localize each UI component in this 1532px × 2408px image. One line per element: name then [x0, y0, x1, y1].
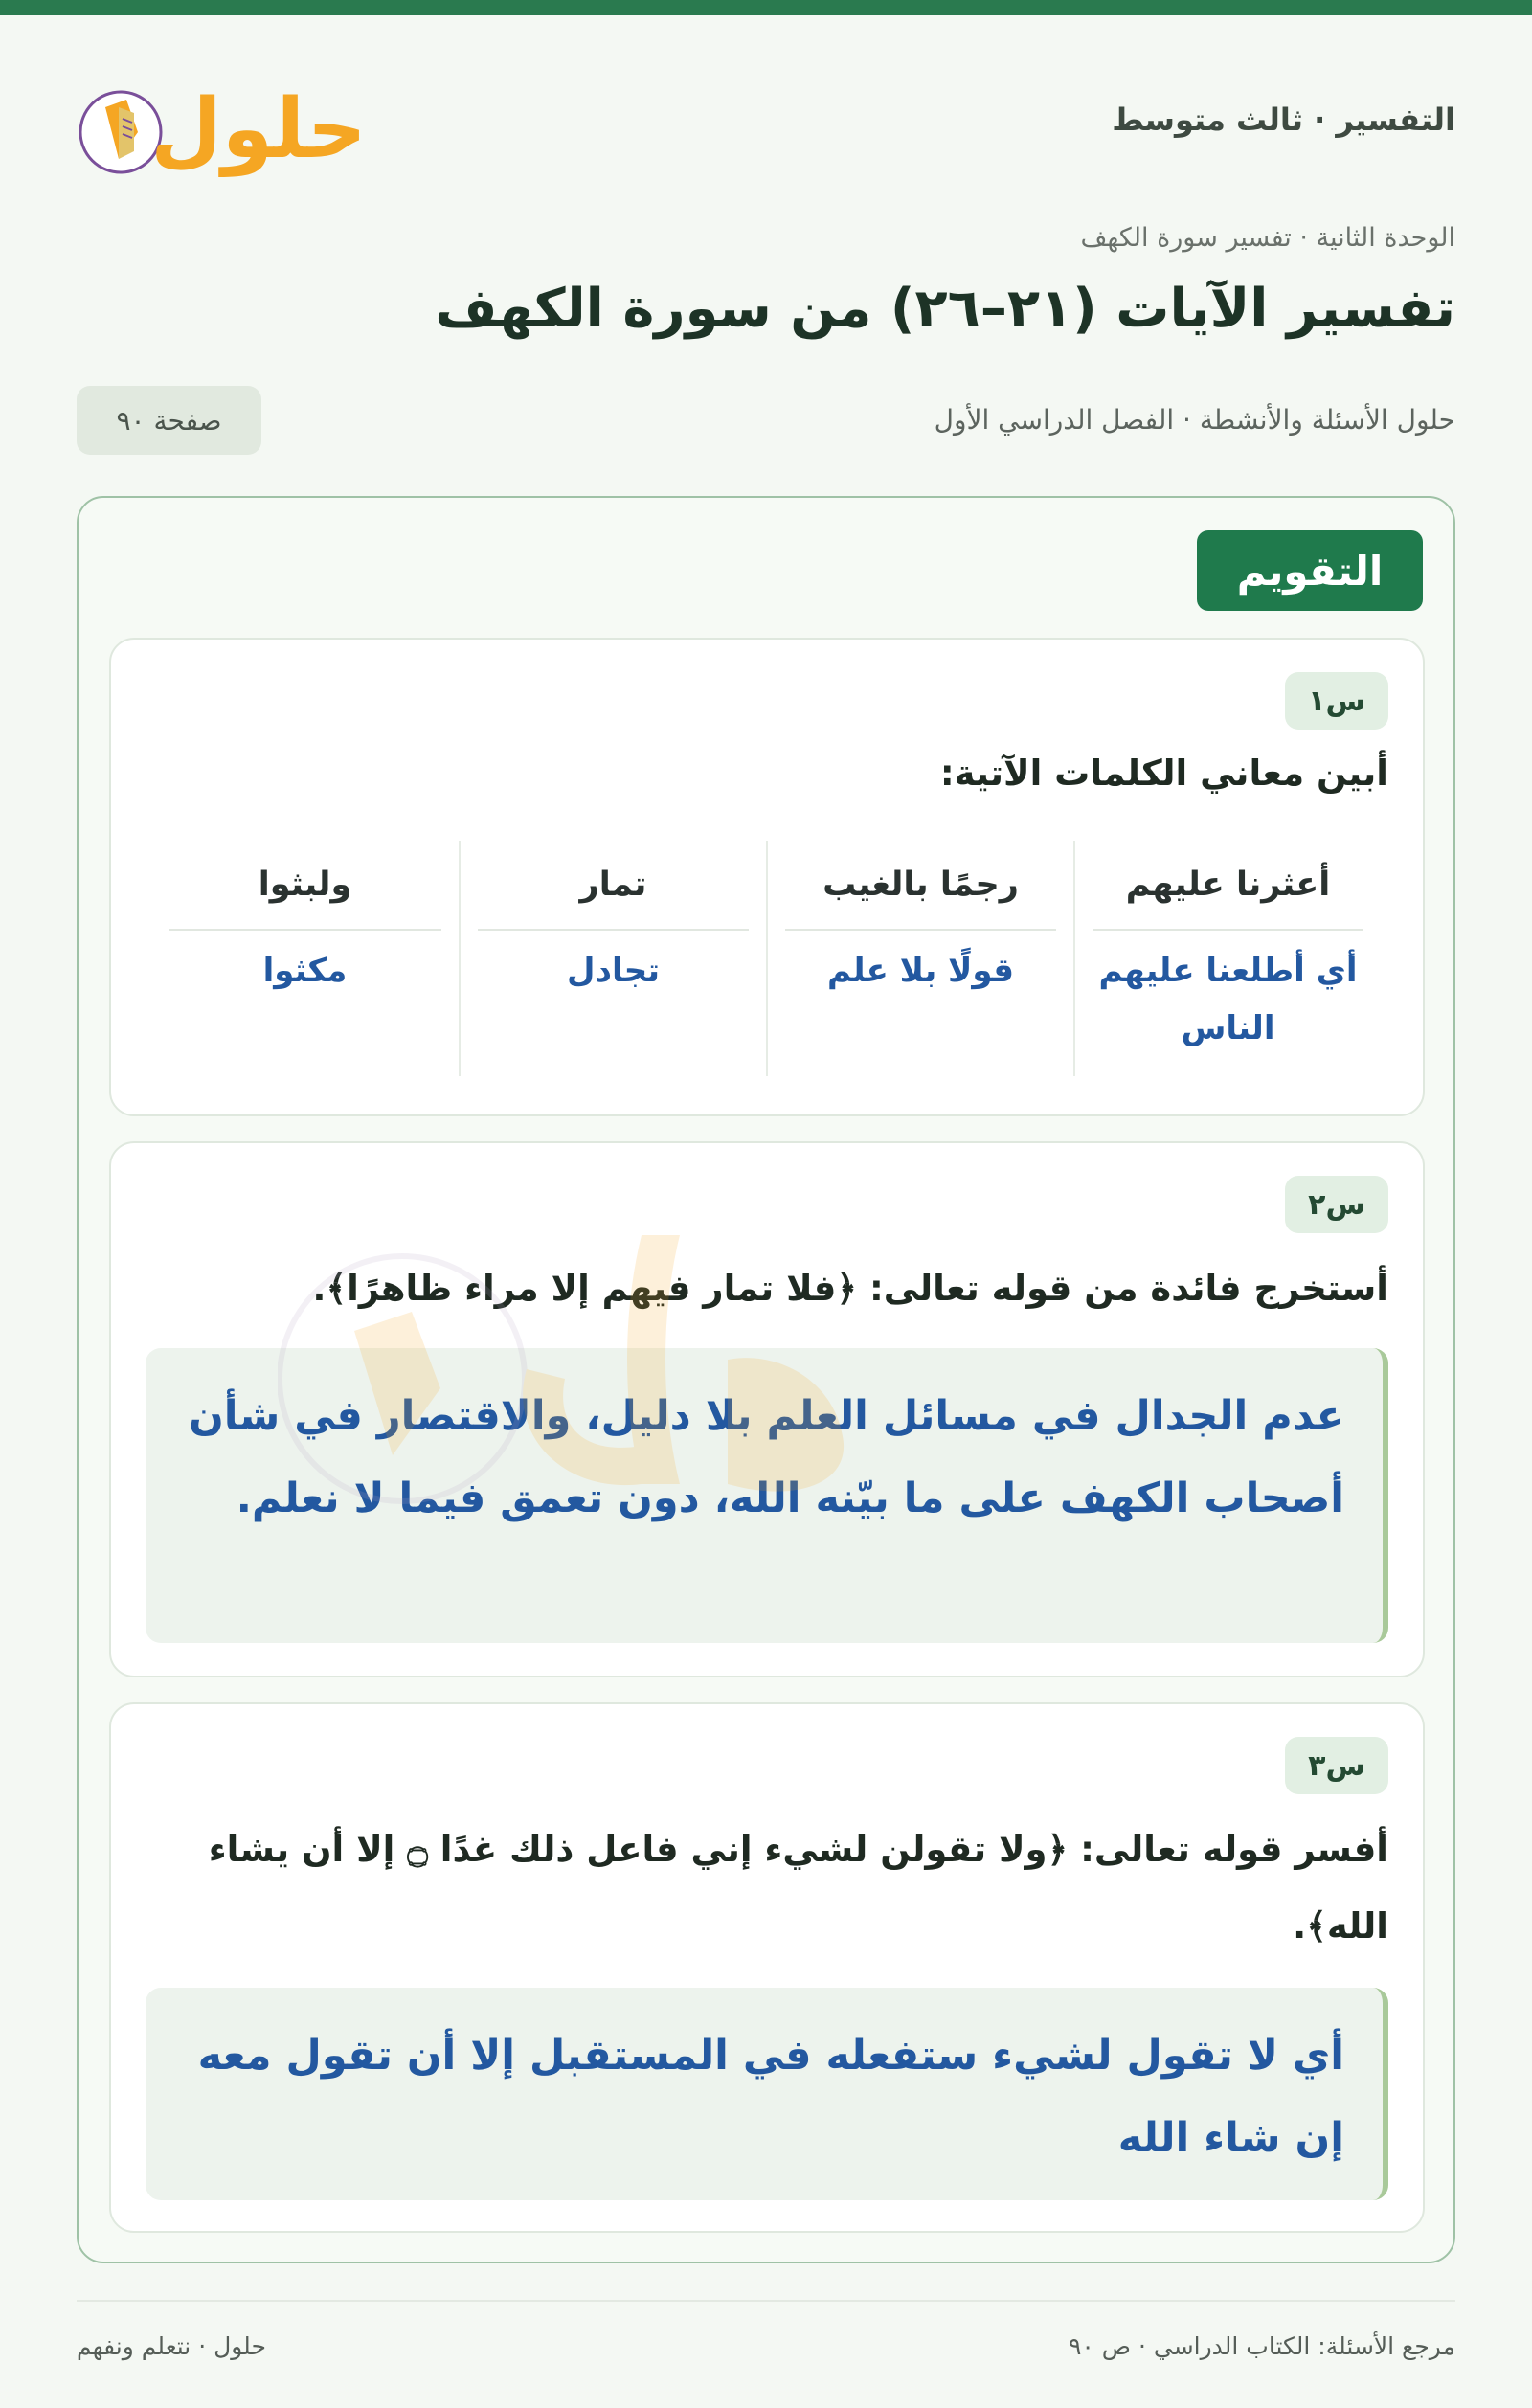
footer-reference: مرجع الأسئلة: الكتاب الدراسي · ص ٩٠	[1068, 2332, 1455, 2360]
answer-box: عدم الجدال في مسائل العلم بلا دليل، والاقتصار في شأن أصحاب الكهف على ما بيّنه الله، دون تعمق فيما لا نعلم.	[146, 1348, 1388, 1643]
question-prompt: أفسر قوله تعالى: ﴿ولا تقولن لشيء إني فاعل ذلك غدًا ۝ إلا أن يشاء الله﴾.	[208, 1829, 1388, 1947]
vocab-word: أعثرنا عليهم	[1093, 841, 1363, 931]
section-label: التقويم	[1197, 530, 1423, 611]
breadcrumb: الوحدة الثانية · تفسير سورة الكهف	[1080, 223, 1455, 253]
vocab-column	[766, 841, 1073, 1076]
page-title: تفسير الآيات (٢١–٢٦) من سورة الكهف	[435, 278, 1455, 340]
vocab-word: تمار	[478, 841, 749, 931]
question-card-2	[109, 1141, 1425, 1677]
vocab-meaning: مكثوا	[262, 952, 348, 990]
vocab-column	[459, 841, 766, 1076]
footer-divider	[77, 2300, 1455, 2302]
question-number-badge: س٢	[1285, 1176, 1388, 1233]
question-number-badge: س٣	[1285, 1737, 1388, 1794]
hulul-logo	[77, 63, 364, 186]
question-prompt: أبين معاني الكلمات الآتية:	[939, 753, 1388, 794]
subject-title: التفسير · ثالث متوسط	[1112, 101, 1455, 138]
vocab-meaning: تجادل	[567, 952, 660, 990]
vocab-word: رجمًا بالغيب	[785, 841, 1056, 931]
vocab-column	[151, 841, 459, 1076]
vocab-word: ولبثوا	[169, 841, 441, 931]
answer-box: أي لا تقول لشيء ستفعله في المستقبل إلا أن تقول معه إن شاء الله	[146, 1988, 1388, 2200]
question-prompt: أستخرج فائدة من قوله تعالى: ﴿فلا تمار فيهم إلا مراء ظاهرًا﴾.	[312, 1268, 1388, 1309]
footer-brand: حلول · نتعلم ونفهم	[77, 2332, 266, 2360]
page-subtitle: حلول الأسئلة والأنشطة · الفصل الدراسي الأول	[934, 404, 1455, 436]
page-number-badge: صفحة ٩٠	[77, 386, 261, 455]
question-card-3	[109, 1702, 1425, 2233]
top-accent-bar	[0, 0, 1532, 15]
evaluation-panel	[77, 496, 1455, 2263]
vocabulary-table	[151, 841, 1381, 1076]
vocab-column	[1073, 841, 1381, 1076]
page-header	[77, 57, 1455, 191]
vocab-meaning: أي أطلعنا عليهم الناس	[1098, 952, 1358, 1047]
vocab-meaning: قولًا بلا علم	[827, 952, 1014, 990]
question-number-badge: س١	[1285, 672, 1388, 730]
question-card-1	[109, 638, 1425, 1116]
logo-wordmark: حلول	[150, 81, 364, 177]
